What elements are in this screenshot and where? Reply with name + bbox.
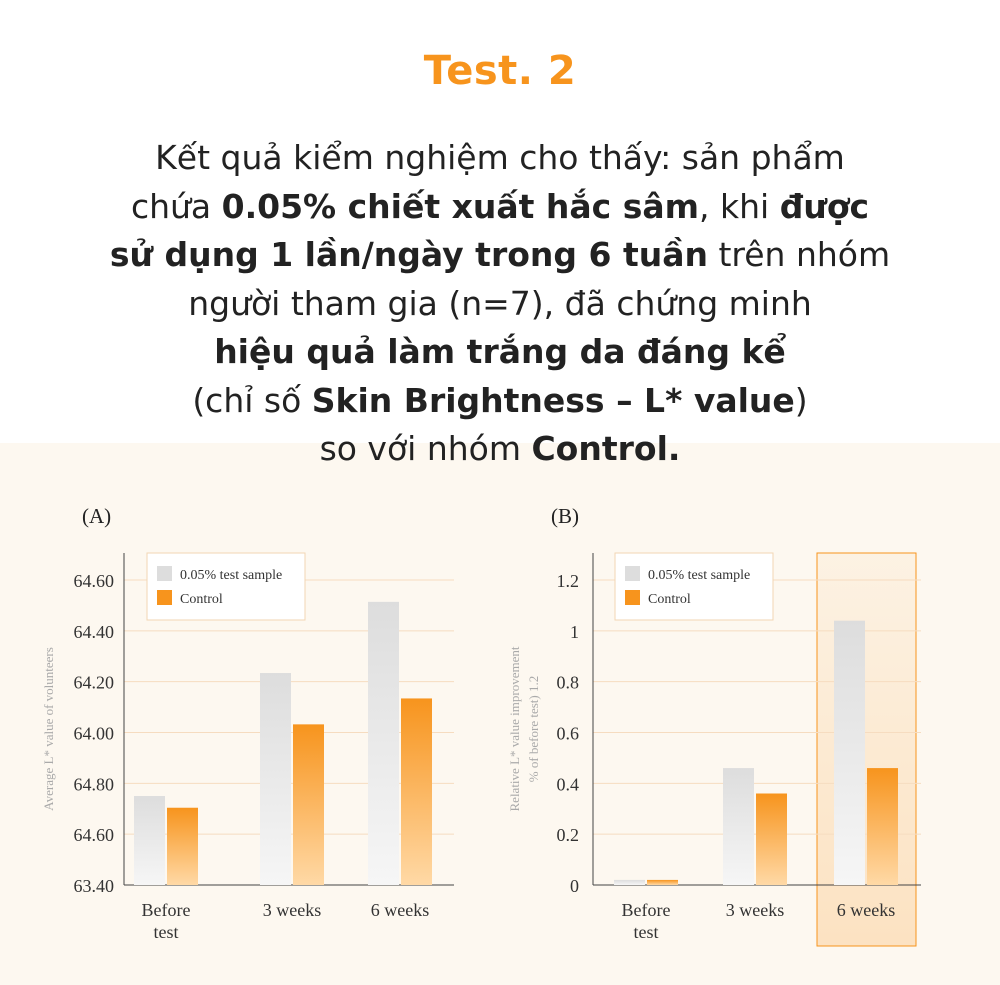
description-run: người tham gia (n=7), đã chứng minh <box>188 283 812 323</box>
chart-b-bar-test-sample <box>723 768 754 885</box>
chart-b-legend-label: 0.05% test sample <box>648 568 751 583</box>
chart-b-highlight-column <box>817 553 916 946</box>
chart-b-x-tick-label: Before <box>621 900 671 920</box>
chart-a-legend-label: 0.05% test sample <box>180 568 283 583</box>
chart-b-bar-control <box>647 880 678 885</box>
chart-a-legend-label: Control <box>180 592 223 607</box>
chart-a-x-tick-label: Before <box>141 900 191 920</box>
chart-b-bar-test-sample <box>834 621 865 885</box>
description-run: so với nhóm <box>319 429 532 468</box>
description-bold-run: 0.05% chiết xuất hắc sâm <box>221 186 700 226</box>
chart-a-x-tick-label: 3 weeks <box>262 900 322 920</box>
chart-a-bar-control <box>293 724 324 885</box>
chart-b-legend-box <box>615 553 773 620</box>
chart-a-y-axis-label: Average L* value of volunteers <box>41 647 56 811</box>
chart-a-legend-swatch <box>157 566 172 581</box>
description-bold-run: Skin Brightness – L* value <box>311 380 795 420</box>
chart-b-x-tick-label: 6 weeks <box>836 900 896 920</box>
chart-a-y-tick-label: 64.20 <box>73 672 114 693</box>
chart-b-panel-label: (B) <box>551 504 579 528</box>
chart-a-y-tick-label: 63.40 <box>73 876 114 896</box>
chart-b-legend-swatch <box>625 590 640 605</box>
chart-a-bar-test-sample <box>260 673 291 885</box>
description-bold-run: Control. <box>531 429 681 468</box>
chart-a-bar-control <box>167 808 198 885</box>
description-run: trên nhóm <box>707 235 891 274</box>
chart-a-bar-control <box>401 698 432 885</box>
chart-a-x-tick-label: 6 weeks <box>370 900 430 920</box>
chart-a-legend-swatch <box>157 590 172 605</box>
chart-b-bar-test-sample <box>614 880 645 885</box>
description-run: ) <box>794 380 808 420</box>
chart-b-x-tick-label: 3 weeks <box>725 900 785 920</box>
description-bold-run: được <box>779 186 870 226</box>
chart-a-y-tick-label: 64.40 <box>73 621 114 642</box>
description-bold-run: hiệu quả làm trắng da đáng kể <box>214 332 786 371</box>
chart-b-bar-control <box>867 768 898 885</box>
chart-b-y-tick-label: 1.2 <box>556 571 579 591</box>
chart-a-y-tick-label: 64.60 <box>73 825 114 846</box>
description-run: Kết quả kiểm nghiệm cho thấy: sản phẩm <box>155 138 845 177</box>
chart-a-x-tick-label: test <box>153 922 179 942</box>
chart-b-y-tick-label: 0.4 <box>556 774 579 795</box>
chart-a-legend-box <box>147 553 305 620</box>
chart-a-bar-test-sample <box>368 602 399 885</box>
description-bold-run: sử dụng 1 lần/ngày trong 6 tuần <box>109 235 708 274</box>
chart-b-y-axis-label: Relative L* value improvement <box>507 646 522 812</box>
chart-b-y-axis-label-2: % of before test) 1.2 <box>526 675 541 783</box>
chart-b-y-tick-label: 0.8 <box>556 672 579 693</box>
chart-a-bar-test-sample <box>134 796 165 885</box>
description-run: , khi <box>699 186 780 226</box>
chart-b-legend-label: Control <box>648 592 691 607</box>
chart-b-y-tick-label: 0 <box>570 876 579 896</box>
chart-b-y-tick-label: 1 <box>570 621 579 642</box>
chart-b-legend-swatch <box>625 566 640 581</box>
chart-b-y-tick-label: 0.2 <box>556 825 579 846</box>
chart-a-y-tick-label: 64.80 <box>73 774 114 795</box>
chart-b-y-tick-label: 0.6 <box>556 723 579 744</box>
chart-a-y-tick-label: 64.00 <box>73 723 114 744</box>
chart-b-x-tick-label: test <box>633 922 659 942</box>
description-run: (chỉ số <box>192 380 312 420</box>
description-run: chứa <box>130 186 222 226</box>
page-title: Test. 2 <box>423 48 577 94</box>
chart-b-bar-control <box>756 794 787 886</box>
chart-a-y-tick-label: 64.60 <box>73 571 114 591</box>
chart-a-panel-label: (A) <box>82 504 112 528</box>
